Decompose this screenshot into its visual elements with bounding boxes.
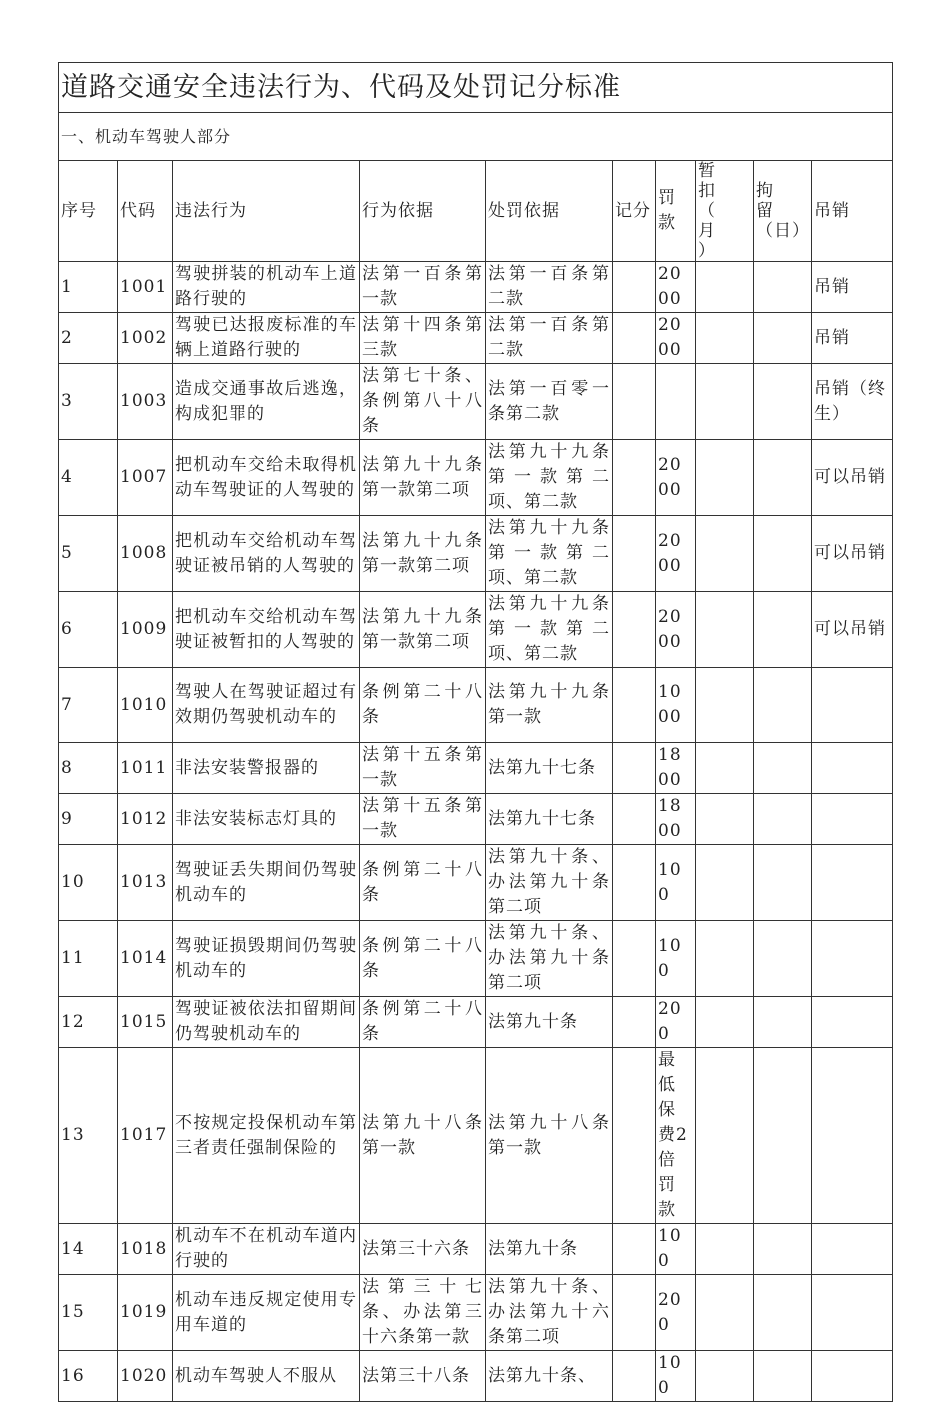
table-row bbox=[59, 668, 893, 743]
cell-suspend bbox=[696, 794, 754, 845]
col-header-suspend-line3: ） bbox=[698, 241, 716, 261]
cell-penalty: 法第九十条、办法第九十条第二项 bbox=[486, 845, 613, 921]
cell-detain bbox=[754, 997, 812, 1048]
col-header-suspend-line1: 暂 扣 bbox=[698, 161, 734, 201]
cell-basis: 法第十四条第三款 bbox=[360, 313, 486, 364]
cell-penalty: 法第九十九条第一款第二项、第二款 bbox=[486, 592, 613, 668]
cell-behavior: 驾驶拼装的机动车上道路行驶的 bbox=[173, 262, 360, 313]
table-row bbox=[59, 743, 893, 794]
table-row bbox=[59, 845, 893, 921]
cell-penalty: 法第九十七条 bbox=[486, 794, 613, 845]
cell-seq: 1 bbox=[59, 262, 118, 313]
cell-suspend bbox=[696, 668, 754, 743]
cell-penalty: 法第九十条 bbox=[486, 997, 613, 1048]
cell-revoke bbox=[812, 668, 893, 743]
table-row bbox=[59, 262, 893, 313]
cell-code: 1011 bbox=[118, 743, 173, 794]
col-header-detain-line2: （日） bbox=[756, 221, 810, 241]
cell-penalty: 法第九十条、办法第九十条第二项 bbox=[486, 921, 613, 997]
cell-behavior: 非法安装警报器的 bbox=[173, 743, 360, 794]
cell-revoke: 吊销 bbox=[812, 313, 893, 364]
cell-behavior: 把机动车交给机动车驾驶证被暂扣的人驾驶的 bbox=[173, 592, 360, 668]
cell-suspend bbox=[696, 1048, 754, 1224]
col-header-penalty: 处罚依据 bbox=[486, 161, 613, 262]
cell-seq: 4 bbox=[59, 440, 118, 516]
cell-fine: 2000 bbox=[656, 440, 696, 516]
cell-seq: 9 bbox=[59, 794, 118, 845]
cell-detain bbox=[754, 794, 812, 845]
table-row bbox=[59, 997, 893, 1048]
cell-suspend bbox=[696, 313, 754, 364]
cell-penalty: 法第九十九条第一款第二项、第二款 bbox=[486, 440, 613, 516]
cell-penalty: 法第九十九条第一款 bbox=[486, 668, 613, 743]
cell-points bbox=[613, 1224, 656, 1275]
cell-basis: 法第三十八条 bbox=[360, 1351, 486, 1402]
cell-fine: 100 bbox=[656, 1351, 696, 1402]
cell-basis: 条例第二十八条 bbox=[360, 668, 486, 743]
col-header-code: 代码 bbox=[118, 161, 173, 262]
cell-code: 1020 bbox=[118, 1351, 173, 1402]
cell-penalty: 法第九十条 bbox=[486, 1224, 613, 1275]
table-row bbox=[59, 1351, 893, 1402]
cell-behavior: 把机动车交给机动车驾驶证被吊销的人驾驶的 bbox=[173, 516, 360, 592]
cell-fine: 2000 bbox=[656, 262, 696, 313]
cell-penalty: 法第一百条第二款 bbox=[486, 313, 613, 364]
cell-points bbox=[613, 921, 656, 997]
cell-penalty: 法第九十八条第一款 bbox=[486, 1048, 613, 1224]
cell-points bbox=[613, 1275, 656, 1351]
cell-points bbox=[613, 592, 656, 668]
cell-behavior: 造成交通事故后逃逸，构成犯罪的 bbox=[173, 364, 360, 440]
cell-basis: 法第九十九条第一款第二项 bbox=[360, 516, 486, 592]
cell-revoke bbox=[812, 1351, 893, 1402]
cell-fine: 2000 bbox=[656, 516, 696, 592]
cell-fine: 2000 bbox=[656, 313, 696, 364]
cell-basis: 法第三十七条、办法第三十六条第一款 bbox=[360, 1275, 486, 1351]
cell-revoke bbox=[812, 1224, 893, 1275]
cell-seq: 5 bbox=[59, 516, 118, 592]
cell-detain bbox=[754, 1275, 812, 1351]
cell-behavior: 不按规定投保机动车第三者责任强制保险的 bbox=[173, 1048, 360, 1224]
cell-code: 1013 bbox=[118, 845, 173, 921]
cell-fine bbox=[656, 364, 696, 440]
table-row bbox=[59, 794, 893, 845]
col-header-basis: 行为依据 bbox=[360, 161, 486, 262]
cell-detain bbox=[754, 364, 812, 440]
col-header-detain-line1: 拘 留 bbox=[756, 181, 792, 221]
cell-code: 1003 bbox=[118, 364, 173, 440]
cell-fine: 100 bbox=[656, 921, 696, 997]
cell-revoke bbox=[812, 794, 893, 845]
cell-code: 1019 bbox=[118, 1275, 173, 1351]
cell-code: 1015 bbox=[118, 997, 173, 1048]
cell-detain bbox=[754, 440, 812, 516]
table-row bbox=[59, 921, 893, 997]
cell-detain bbox=[754, 743, 812, 794]
cell-detain bbox=[754, 592, 812, 668]
cell-seq: 11 bbox=[59, 921, 118, 997]
table-row bbox=[59, 1224, 893, 1275]
cell-code: 1010 bbox=[118, 668, 173, 743]
col-header-suspend bbox=[696, 161, 754, 262]
cell-suspend bbox=[696, 440, 754, 516]
cell-points bbox=[613, 845, 656, 921]
cell-seq: 8 bbox=[59, 743, 118, 794]
cell-points bbox=[613, 668, 656, 743]
cell-revoke bbox=[812, 743, 893, 794]
cell-basis: 法第九十八条第一款 bbox=[360, 1048, 486, 1224]
cell-behavior: 把机动车交给未取得机动车驾驶证的人驾驶的 bbox=[173, 440, 360, 516]
cell-points bbox=[613, 794, 656, 845]
col-header-detain bbox=[754, 161, 812, 262]
cell-fine: 100 bbox=[656, 1224, 696, 1275]
col-header-behavior: 违法行为 bbox=[173, 161, 360, 262]
table-row bbox=[59, 440, 893, 516]
cell-behavior: 驾驶证丢失期间仍驾驶机动车的 bbox=[173, 845, 360, 921]
cell-seq: 2 bbox=[59, 313, 118, 364]
cell-suspend bbox=[696, 997, 754, 1048]
cell-seq: 6 bbox=[59, 592, 118, 668]
cell-suspend bbox=[696, 1275, 754, 1351]
cell-points bbox=[613, 262, 656, 313]
table-row bbox=[59, 313, 893, 364]
cell-penalty: 法第一百条第二款 bbox=[486, 262, 613, 313]
cell-basis: 法第七十条、条例第八十八条 bbox=[360, 364, 486, 440]
cell-seq: 7 bbox=[59, 668, 118, 743]
cell-penalty: 法第一百零一条第二款 bbox=[486, 364, 613, 440]
cell-seq: 15 bbox=[59, 1275, 118, 1351]
section-heading: 一、机动车驾驶人部分 bbox=[59, 113, 893, 161]
cell-fine: 最低保费2倍罚款 bbox=[656, 1048, 696, 1224]
cell-points bbox=[613, 364, 656, 440]
cell-code: 1008 bbox=[118, 516, 173, 592]
cell-revoke: 可以吊销 bbox=[812, 516, 893, 592]
cell-seq: 10 bbox=[59, 845, 118, 921]
cell-seq: 14 bbox=[59, 1224, 118, 1275]
cell-revoke bbox=[812, 1275, 893, 1351]
cell-code: 1017 bbox=[118, 1048, 173, 1224]
col-header-suspend-line2: （ 月 bbox=[698, 201, 734, 241]
cell-points bbox=[613, 997, 656, 1048]
page-title: 道路交通安全违法行为、代码及处罚记分标准 bbox=[59, 63, 893, 113]
cell-points bbox=[613, 743, 656, 794]
cell-basis: 法第三十六条 bbox=[360, 1224, 486, 1275]
cell-fine: 100 bbox=[656, 845, 696, 921]
table-row bbox=[59, 364, 893, 440]
cell-seq: 3 bbox=[59, 364, 118, 440]
cell-code: 1009 bbox=[118, 592, 173, 668]
cell-penalty: 法第九十条、办法第九十六条第二项 bbox=[486, 1275, 613, 1351]
table-row bbox=[59, 592, 893, 668]
cell-suspend bbox=[696, 262, 754, 313]
table-row bbox=[59, 1048, 893, 1224]
table-row bbox=[59, 1275, 893, 1351]
cell-points bbox=[613, 440, 656, 516]
cell-detain bbox=[754, 845, 812, 921]
col-header-revoke: 吊销 bbox=[812, 161, 893, 262]
cell-detain bbox=[754, 1351, 812, 1402]
cell-code: 1001 bbox=[118, 262, 173, 313]
cell-code: 1002 bbox=[118, 313, 173, 364]
cell-suspend bbox=[696, 743, 754, 794]
cell-suspend bbox=[696, 1351, 754, 1402]
cell-behavior: 机动车驾驶人不服从 bbox=[173, 1351, 360, 1402]
cell-suspend bbox=[696, 1224, 754, 1275]
cell-code: 1014 bbox=[118, 921, 173, 997]
cell-detain bbox=[754, 1048, 812, 1224]
cell-revoke bbox=[812, 845, 893, 921]
cell-basis: 法第十五条第一款 bbox=[360, 743, 486, 794]
violation-table bbox=[58, 62, 893, 1402]
cell-fine: 1000 bbox=[656, 668, 696, 743]
cell-fine: 200 bbox=[656, 997, 696, 1048]
cell-revoke bbox=[812, 1048, 893, 1224]
cell-basis: 法第九十九条第一款第二项 bbox=[360, 440, 486, 516]
cell-basis: 法第一百条第一款 bbox=[360, 262, 486, 313]
cell-behavior: 驾驶已达报废标准的车辆上道路行驶的 bbox=[173, 313, 360, 364]
cell-detain bbox=[754, 516, 812, 592]
cell-behavior: 驾驶人在驾驶证超过有效期仍驾驶机动车的 bbox=[173, 668, 360, 743]
cell-detain bbox=[754, 313, 812, 364]
cell-revoke: 可以吊销 bbox=[812, 440, 893, 516]
cell-code: 1018 bbox=[118, 1224, 173, 1275]
cell-seq: 12 bbox=[59, 997, 118, 1048]
cell-penalty: 法第九十七条 bbox=[486, 743, 613, 794]
cell-fine: 200 bbox=[656, 1275, 696, 1351]
cell-points bbox=[613, 313, 656, 364]
cell-basis: 条例第二十八条 bbox=[360, 921, 486, 997]
col-header-fine: 罚款 bbox=[656, 161, 696, 262]
cell-fine: 1800 bbox=[656, 743, 696, 794]
cell-suspend bbox=[696, 592, 754, 668]
cell-code: 1012 bbox=[118, 794, 173, 845]
col-header-points: 记分 bbox=[613, 161, 656, 262]
cell-seq: 13 bbox=[59, 1048, 118, 1224]
cell-detain bbox=[754, 668, 812, 743]
cell-revoke bbox=[812, 997, 893, 1048]
cell-behavior: 非法安装标志灯具的 bbox=[173, 794, 360, 845]
header-row bbox=[59, 161, 893, 262]
cell-points bbox=[613, 1048, 656, 1224]
cell-basis: 法第十五条第一款 bbox=[360, 794, 486, 845]
cell-revoke bbox=[812, 921, 893, 997]
cell-seq: 16 bbox=[59, 1351, 118, 1402]
cell-detain bbox=[754, 921, 812, 997]
cell-revoke: 吊销（终生） bbox=[812, 364, 893, 440]
cell-behavior: 机动车不在机动车道内行驶的 bbox=[173, 1224, 360, 1275]
cell-penalty: 法第九十条、 bbox=[486, 1351, 613, 1402]
cell-points bbox=[613, 516, 656, 592]
cell-revoke: 可以吊销 bbox=[812, 592, 893, 668]
cell-code: 1007 bbox=[118, 440, 173, 516]
col-header-seq: 序号 bbox=[59, 161, 118, 262]
cell-penalty: 法第九十九条第一款第二项、第二款 bbox=[486, 516, 613, 592]
cell-basis: 条例第二十八条 bbox=[360, 997, 486, 1048]
cell-suspend bbox=[696, 516, 754, 592]
cell-detain bbox=[754, 262, 812, 313]
cell-suspend bbox=[696, 845, 754, 921]
cell-fine: 1800 bbox=[656, 794, 696, 845]
cell-suspend bbox=[696, 364, 754, 440]
cell-behavior: 驾驶证被依法扣留期间仍驾驶机动车的 bbox=[173, 997, 360, 1048]
cell-detain bbox=[754, 1224, 812, 1275]
table-row bbox=[59, 516, 893, 592]
cell-behavior: 驾驶证损毁期间仍驾驶机动车的 bbox=[173, 921, 360, 997]
cell-behavior: 机动车违反规定使用专用车道的 bbox=[173, 1275, 360, 1351]
cell-revoke: 吊销 bbox=[812, 262, 893, 313]
cell-basis: 条例第二十八条 bbox=[360, 845, 486, 921]
cell-basis: 法第九十九条第一款第二项 bbox=[360, 592, 486, 668]
cell-fine: 2000 bbox=[656, 592, 696, 668]
cell-suspend bbox=[696, 921, 754, 997]
cell-points bbox=[613, 1351, 656, 1402]
